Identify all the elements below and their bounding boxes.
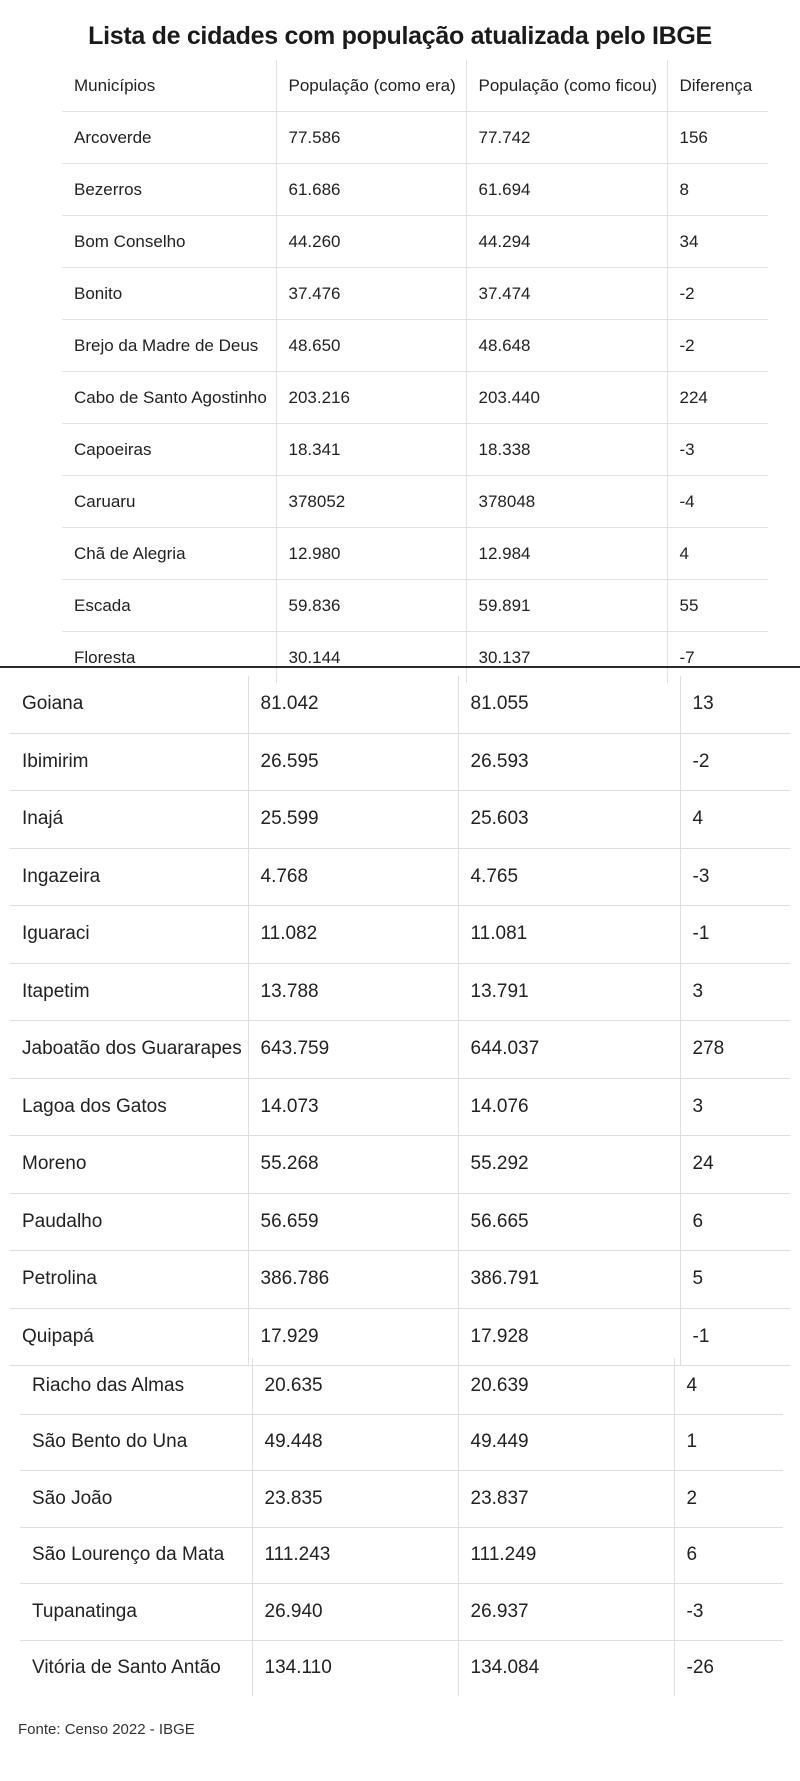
diferenca-cell: 4 (674, 1358, 783, 1414)
table-row (62, 476, 768, 528)
diferenca-cell: 2 (674, 1471, 783, 1528)
populacao-como-ficou-cell: 37.474 (466, 268, 667, 320)
municipio-cell: Iguaraci (10, 906, 248, 964)
populacao-como-ficou-cell: 44.294 (466, 216, 667, 268)
populacao-como-ficou-cell: 61.694 (466, 164, 667, 216)
populacao-como-ficou-cell: 49.449 (458, 1414, 674, 1471)
table-row (10, 1308, 790, 1366)
diferenca-cell: 5 (680, 1251, 790, 1309)
table-row (62, 528, 768, 580)
populacao-como-era-cell: 378052 (276, 476, 466, 528)
populacao-como-ficou-cell: 30.137 (466, 632, 667, 684)
municipio-cell: Jaboatão dos Guararapes (10, 1021, 248, 1079)
municipio-cell: São Bento do Una (20, 1414, 252, 1471)
populacao-como-era-cell: 30.144 (276, 632, 466, 684)
populacao-como-era-cell: 134.110 (252, 1640, 458, 1696)
page-title: Lista de cidades com população atualizada pelo IBGE (88, 22, 712, 50)
populacao-como-era-cell: 26.595 (248, 733, 458, 791)
diferenca-cell: 24 (680, 1136, 790, 1194)
populacao-como-era-cell: 14.073 (248, 1078, 458, 1136)
municipio-cell: Inajá (10, 791, 248, 849)
municipio-cell: Lagoa dos Gatos (10, 1078, 248, 1136)
populacao-como-era-cell: 386.786 (248, 1251, 458, 1309)
table-row (10, 676, 790, 733)
populacao-como-ficou-cell: 26.937 (458, 1584, 674, 1641)
populacao-como-ficou-cell: 644.037 (458, 1021, 680, 1079)
municipio-cell: Caruaru (62, 476, 276, 528)
diferenca-cell: -1 (680, 1308, 790, 1366)
populacao-como-era-cell: 55.268 (248, 1136, 458, 1194)
populacao-como-era-cell: 643.759 (248, 1021, 458, 1079)
diferenca-cell: 13 (680, 676, 790, 733)
table-row (20, 1527, 783, 1584)
diferenca-cell: 278 (680, 1021, 790, 1079)
municipio-cell: Paudalho (10, 1193, 248, 1251)
municipio-cell: Chã de Alegria (62, 528, 276, 580)
municipio-cell: Ibimirim (10, 733, 248, 791)
table-row (10, 1078, 790, 1136)
diferenca-cell: -3 (667, 424, 768, 476)
municipio-cell: Bom Conselho (62, 216, 276, 268)
populacao-como-era-cell: 48.650 (276, 320, 466, 372)
municipio-cell: Tupanatinga (20, 1584, 252, 1641)
populacao-como-ficou-cell: 81.055 (458, 676, 680, 733)
diferenca-cell: -2 (667, 320, 768, 372)
diferenca-cell: -26 (674, 1640, 783, 1696)
populacao-como-ficou-cell: 77.742 (466, 112, 667, 164)
populacao-como-era-cell: 111.243 (252, 1527, 458, 1584)
populacao-como-ficou-cell: 17.928 (458, 1308, 680, 1366)
populacao-como-era-cell: 20.635 (252, 1358, 458, 1414)
municipio-cell: Goiana (10, 676, 248, 733)
diferenca-cell: 6 (674, 1527, 783, 1584)
table-row (10, 906, 790, 964)
source-note: Fonte: Censo 2022 - IBGE (18, 1721, 195, 1738)
populacao-como-ficou-cell: 134.084 (458, 1640, 674, 1696)
municipio-cell: Arcoverde (62, 112, 276, 164)
municipio-cell: Cabo de Santo Agostinho (62, 372, 276, 424)
diferenca-cell: 8 (667, 164, 768, 216)
populacao-como-ficou-cell: 25.603 (458, 791, 680, 849)
populacao-como-era-cell: 12.980 (276, 528, 466, 580)
municipio-cell: Floresta (74, 647, 136, 667)
populacao-como-ficou-cell: 26.593 (458, 733, 680, 791)
municipio-cell: São João (20, 1471, 252, 1528)
populacao-como-era-cell: 56.659 (248, 1193, 458, 1251)
populacao-como-era-cell: 44.260 (276, 216, 466, 268)
table-header-row (62, 60, 768, 112)
diferenca-cell: 1 (674, 1414, 783, 1471)
municipio-cell: Bezerros (62, 164, 276, 216)
municipio-cell: Moreno (10, 1136, 248, 1194)
diferenca-cell: 3 (680, 963, 790, 1021)
table-row (10, 791, 790, 849)
diferenca-cell: -1 (680, 906, 790, 964)
populacao-como-ficou-cell: 111.249 (458, 1527, 674, 1584)
diferenca-cell: -2 (667, 268, 768, 320)
diferenca-cell: 55 (667, 580, 768, 632)
populacao-como-era-cell: 59.836 (276, 580, 466, 632)
table-row (20, 1640, 783, 1696)
table-row (62, 112, 768, 164)
populacao-como-era-cell: 23.835 (252, 1471, 458, 1528)
table-row (10, 1251, 790, 1309)
populacao-como-era-cell: 18.341 (276, 424, 466, 476)
municipio-cell: Brejo da Madre de Deus (62, 320, 276, 372)
populacao-como-ficou-cell: 18.338 (466, 424, 667, 476)
table-row (62, 216, 768, 268)
populacao-como-ficou-cell: 59.891 (466, 580, 667, 632)
diferenca-cell: 156 (667, 112, 768, 164)
populacao-como-era-cell: 4.768 (248, 848, 458, 906)
diferenca-cell: -2 (680, 733, 790, 791)
populacao-como-era-cell: 11.082 (248, 906, 458, 964)
table-row (10, 1193, 790, 1251)
populacao-como-era-cell: 17.929 (248, 1308, 458, 1366)
diferenca-cell: -4 (667, 476, 768, 528)
diferenca-cell: 224 (667, 372, 768, 424)
municipio-cell: Capoeiras (62, 424, 276, 476)
diferenca-cell: 6 (680, 1193, 790, 1251)
table-row (20, 1584, 783, 1641)
table-row (62, 372, 768, 424)
diferenca-cell: -3 (674, 1584, 783, 1641)
municipio-cell: Ingazeira (10, 848, 248, 906)
populacao-como-era-cell: 26.940 (252, 1584, 458, 1641)
diferenca-cell: 3 (680, 1078, 790, 1136)
diferenca-cell: 4 (667, 528, 768, 580)
populacao-como-era-cell: 49.448 (252, 1414, 458, 1471)
table-row (62, 268, 768, 320)
populacao-como-ficou-cell: 20.639 (458, 1358, 674, 1414)
table-row (62, 164, 768, 216)
header-municipios: Municípios (62, 60, 276, 112)
diferenca-cell: -7 (667, 632, 768, 684)
table-row (20, 1471, 783, 1528)
population-table-part-3 (20, 1358, 783, 1696)
table-row (20, 1414, 783, 1471)
populacao-como-era-cell: 25.599 (248, 791, 458, 849)
header-populacao-como-era: População (como era) (276, 60, 466, 112)
diferenca-cell: 4 (680, 791, 790, 849)
populacao-como-era-cell: 81.042 (248, 676, 458, 733)
table-row (10, 1136, 790, 1194)
populacao-como-ficou-cell: 386.791 (458, 1251, 680, 1309)
populacao-como-ficou-cell: 56.665 (458, 1193, 680, 1251)
table-row (62, 320, 768, 372)
populacao-como-era-cell: 13.788 (248, 963, 458, 1021)
populacao-como-ficou-cell: 378048 (466, 476, 667, 528)
table-row (10, 733, 790, 791)
table-row (20, 1358, 783, 1414)
populacao-como-ficou-cell: 203.440 (466, 372, 667, 424)
diferenca-cell: -3 (680, 848, 790, 906)
table-row (62, 424, 768, 476)
populacao-como-ficou-cell: 14.076 (458, 1078, 680, 1136)
populacao-como-ficou-cell: 4.765 (458, 848, 680, 906)
municipio-cell: Escada (62, 580, 276, 632)
populacao-como-ficou-cell: 48.648 (466, 320, 667, 372)
populacao-como-era-cell: 77.586 (276, 112, 466, 164)
header-diferenca: Diferença (667, 60, 768, 112)
table-row (10, 848, 790, 906)
municipio-cell: Riacho das Almas (20, 1358, 252, 1414)
municipio-cell: Bonito (62, 268, 276, 320)
population-table-part-2 (10, 676, 790, 1366)
populacao-como-era-cell: 37.476 (276, 268, 466, 320)
table-row (10, 1021, 790, 1079)
section-divider (0, 666, 800, 668)
municipio-cell: Itapetim (10, 963, 248, 1021)
header-populacao-como-ficou: População (como ficou) (466, 60, 667, 112)
municipio-cell: Quipapá (10, 1308, 248, 1366)
populacao-como-ficou-cell: 13.791 (458, 963, 680, 1021)
populacao-como-era-cell: 61.686 (276, 164, 466, 216)
municipio-cell: Petrolina (10, 1251, 248, 1309)
populacao-como-ficou-cell: 11.081 (458, 906, 680, 964)
municipio-cell: Vitória de Santo Antão (32, 1657, 221, 1679)
table-row (62, 580, 768, 632)
populacao-como-era-cell: 203.216 (276, 372, 466, 424)
populacao-como-ficou-cell: 23.837 (458, 1471, 674, 1528)
municipio-cell: São Lourenço da Mata (20, 1527, 252, 1584)
population-table-part-1 (62, 60, 768, 683)
table-row (10, 963, 790, 1021)
populacao-como-ficou-cell: 55.292 (458, 1136, 680, 1194)
populacao-como-ficou-cell: 12.984 (466, 528, 667, 580)
diferenca-cell: 34 (667, 216, 768, 268)
